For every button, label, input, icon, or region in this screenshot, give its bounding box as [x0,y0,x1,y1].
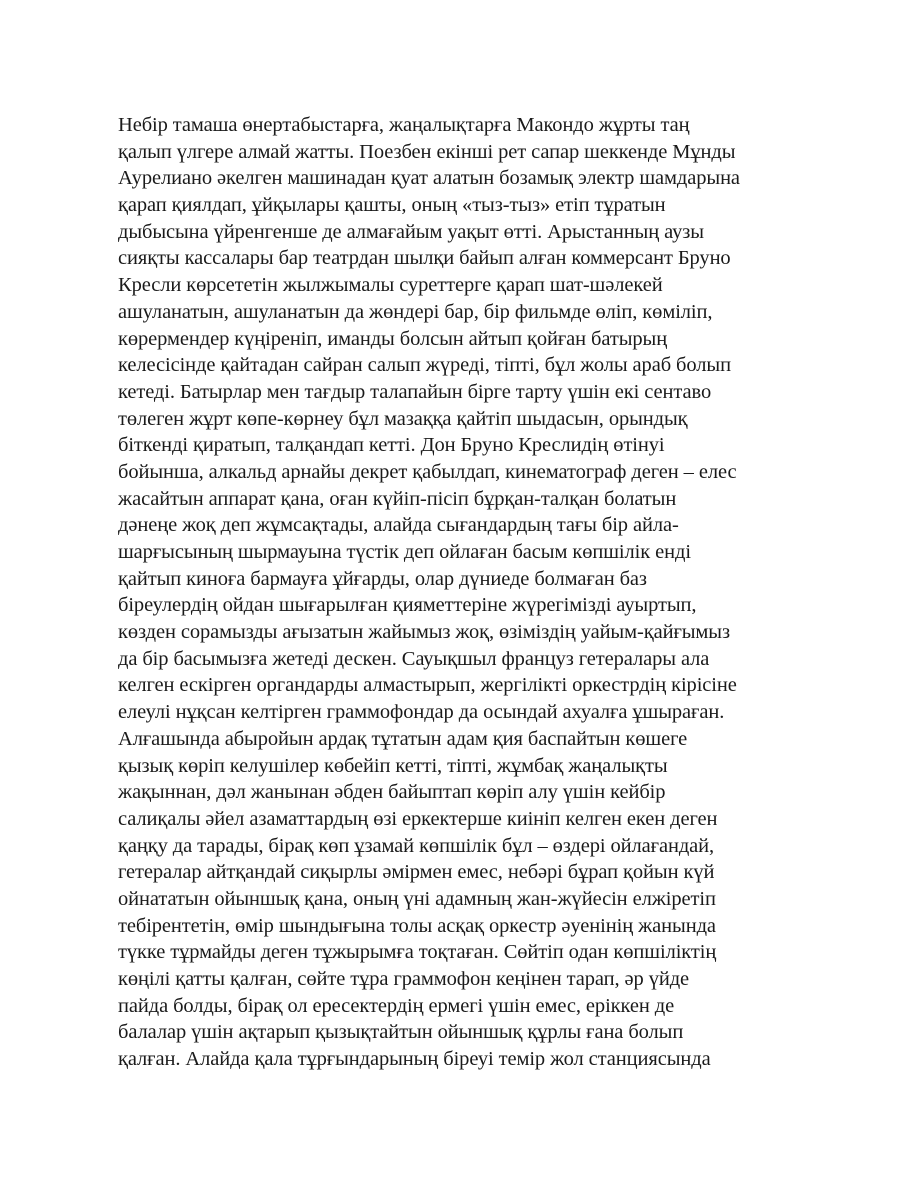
text-line: төлеген жұрт көпе-көрнеу бұл мазаққа қайтіп шыдасын, орындық [118,407,688,430]
text-line: дәнеңе жоқ деп жұмсақтады, алайда сығандардың тағы бір айла- [118,514,679,537]
text-line: келесісінде қайтадан сайран салып жүреді, тіпті, бұл жолы араб болып [118,354,731,377]
text-line: Небір тамаша өнертабыстарға, жаңалықтарға Макондо жұрты таң [118,114,690,136]
text-line: жақыннан, дәл жанынан әбден байыптап көріп алу үшін кейбір [118,781,666,804]
text-line: Алғашында абыройын ардақ тұтатын адам қия баспайтын көшеге [118,727,688,750]
text-line: келген ескірген органдарды алмастырып, жергілікті оркестрдің кірісіне [118,674,737,697]
text-line: түкке тұрмайды деген тұжырымға тоқтаған. Сөйтіп одан көпшіліктің [118,941,717,964]
text-line: шарғысының шырмауына түстік деп ойлаған басым көпшілік енді [118,541,691,563]
text-line: дыбысына үйренгенше де алмағайым уақыт өтті. Арыстанның аузы [118,220,704,243]
text-line: қалып үлгере алмай жатты. Поезбен екінші рет сапар шеккенде Мұнды [118,140,736,163]
text-line: ойнататын ойыншық қана, оның үні адамның жан-жүйесін елжіретіп [118,887,716,910]
text-line: тебірентетін, өмір шындығына толы асқақ оркестр әуенінің жанында [118,914,716,937]
body-text [118,112,818,1073]
text-line: ашуланатын, ашуланатын да жөндері бар, бір фильмде өліп, көміліп, [118,300,713,323]
text-line: қарап қиялдап, ұйқылары қашты, оның «тыз-тыз» етіп тұратын [118,194,666,217]
text-line: бойынша, алкальд арнайы декрет қабылдап, кинематограф деген – елес [118,460,737,483]
text-line: қызық көріп келушілер көбейіп кетті, тіпті, жұмбақ жаңалықты [118,754,668,777]
text-line: көңілі қатты қалған, сөйте тұра граммофон кеңінен тарап, әр үйде [118,968,690,990]
text-line: пайда болды, бірақ ол ересектердің ермегі үшін емес, еріккен де [118,994,675,1017]
text-line: Кресли көрсететін жылжымалы суреттерге қарап шат-шәлекей [118,274,663,297]
text-line: көрермендер күңіреніп, иманды болсын айтып қойған батырың [118,327,668,350]
text-line: қаңқу да тарады, бірақ көп ұзамай көпшілік бұл – өздері ойлағандай, [118,834,715,857]
text-line: балалар үшін ақтарып қызықтайтын ойыншық құрлы ғана болып [118,1021,684,1044]
text-line: сияқты кассалары бар театрдан шылқи байып алған коммерсант Бруно [118,247,731,270]
text-line: гетералар айтқандай сиқырлы әмірмен емес, небәрі бұрап қойын күй [118,861,715,884]
text-line: біткенді қиратып, талқандап кетті. Дон Бруно Креслидің өтінуі [118,434,665,457]
text-line: елеулі нұқсан келтірген граммофондар да осындай ахуалға ұшыраған. [118,701,725,724]
text-line: қайтып киноға бармауға ұйғарды, олар дүниеде болмаған баз [118,567,647,590]
text-line: қалған. Алайда қала тұрғындарының біреуі темір жол станциясында [118,1048,711,1071]
text-line: да бір басымызға жетеді дескен. Сауықшыл француз гетералары ала [118,647,710,670]
text-line: жасайтын аппарат қана, оған күйіп-пісіп бұрқан-талқан болатын [118,487,677,510]
text-line: Аурелиано әкелген машинадан қуат алатын бозамық электр шамдарына [118,167,740,190]
text-line: біреулердің ойдан шығарылған қияметтеріне жүрегімізді ауыртып, [118,594,697,617]
text-line: көзден сорамызды ағызатын жайымыз жоқ, өзіміздің уайым-қайғымыз [118,621,730,644]
text-line: салиқалы әйел азаматтардың өзі еркектерше киініп келген екен деген [118,807,718,830]
text-line: кетеді. Батырлар мен тағдыр талапайын бірге тарту үшін екі сентаво [118,380,712,403]
